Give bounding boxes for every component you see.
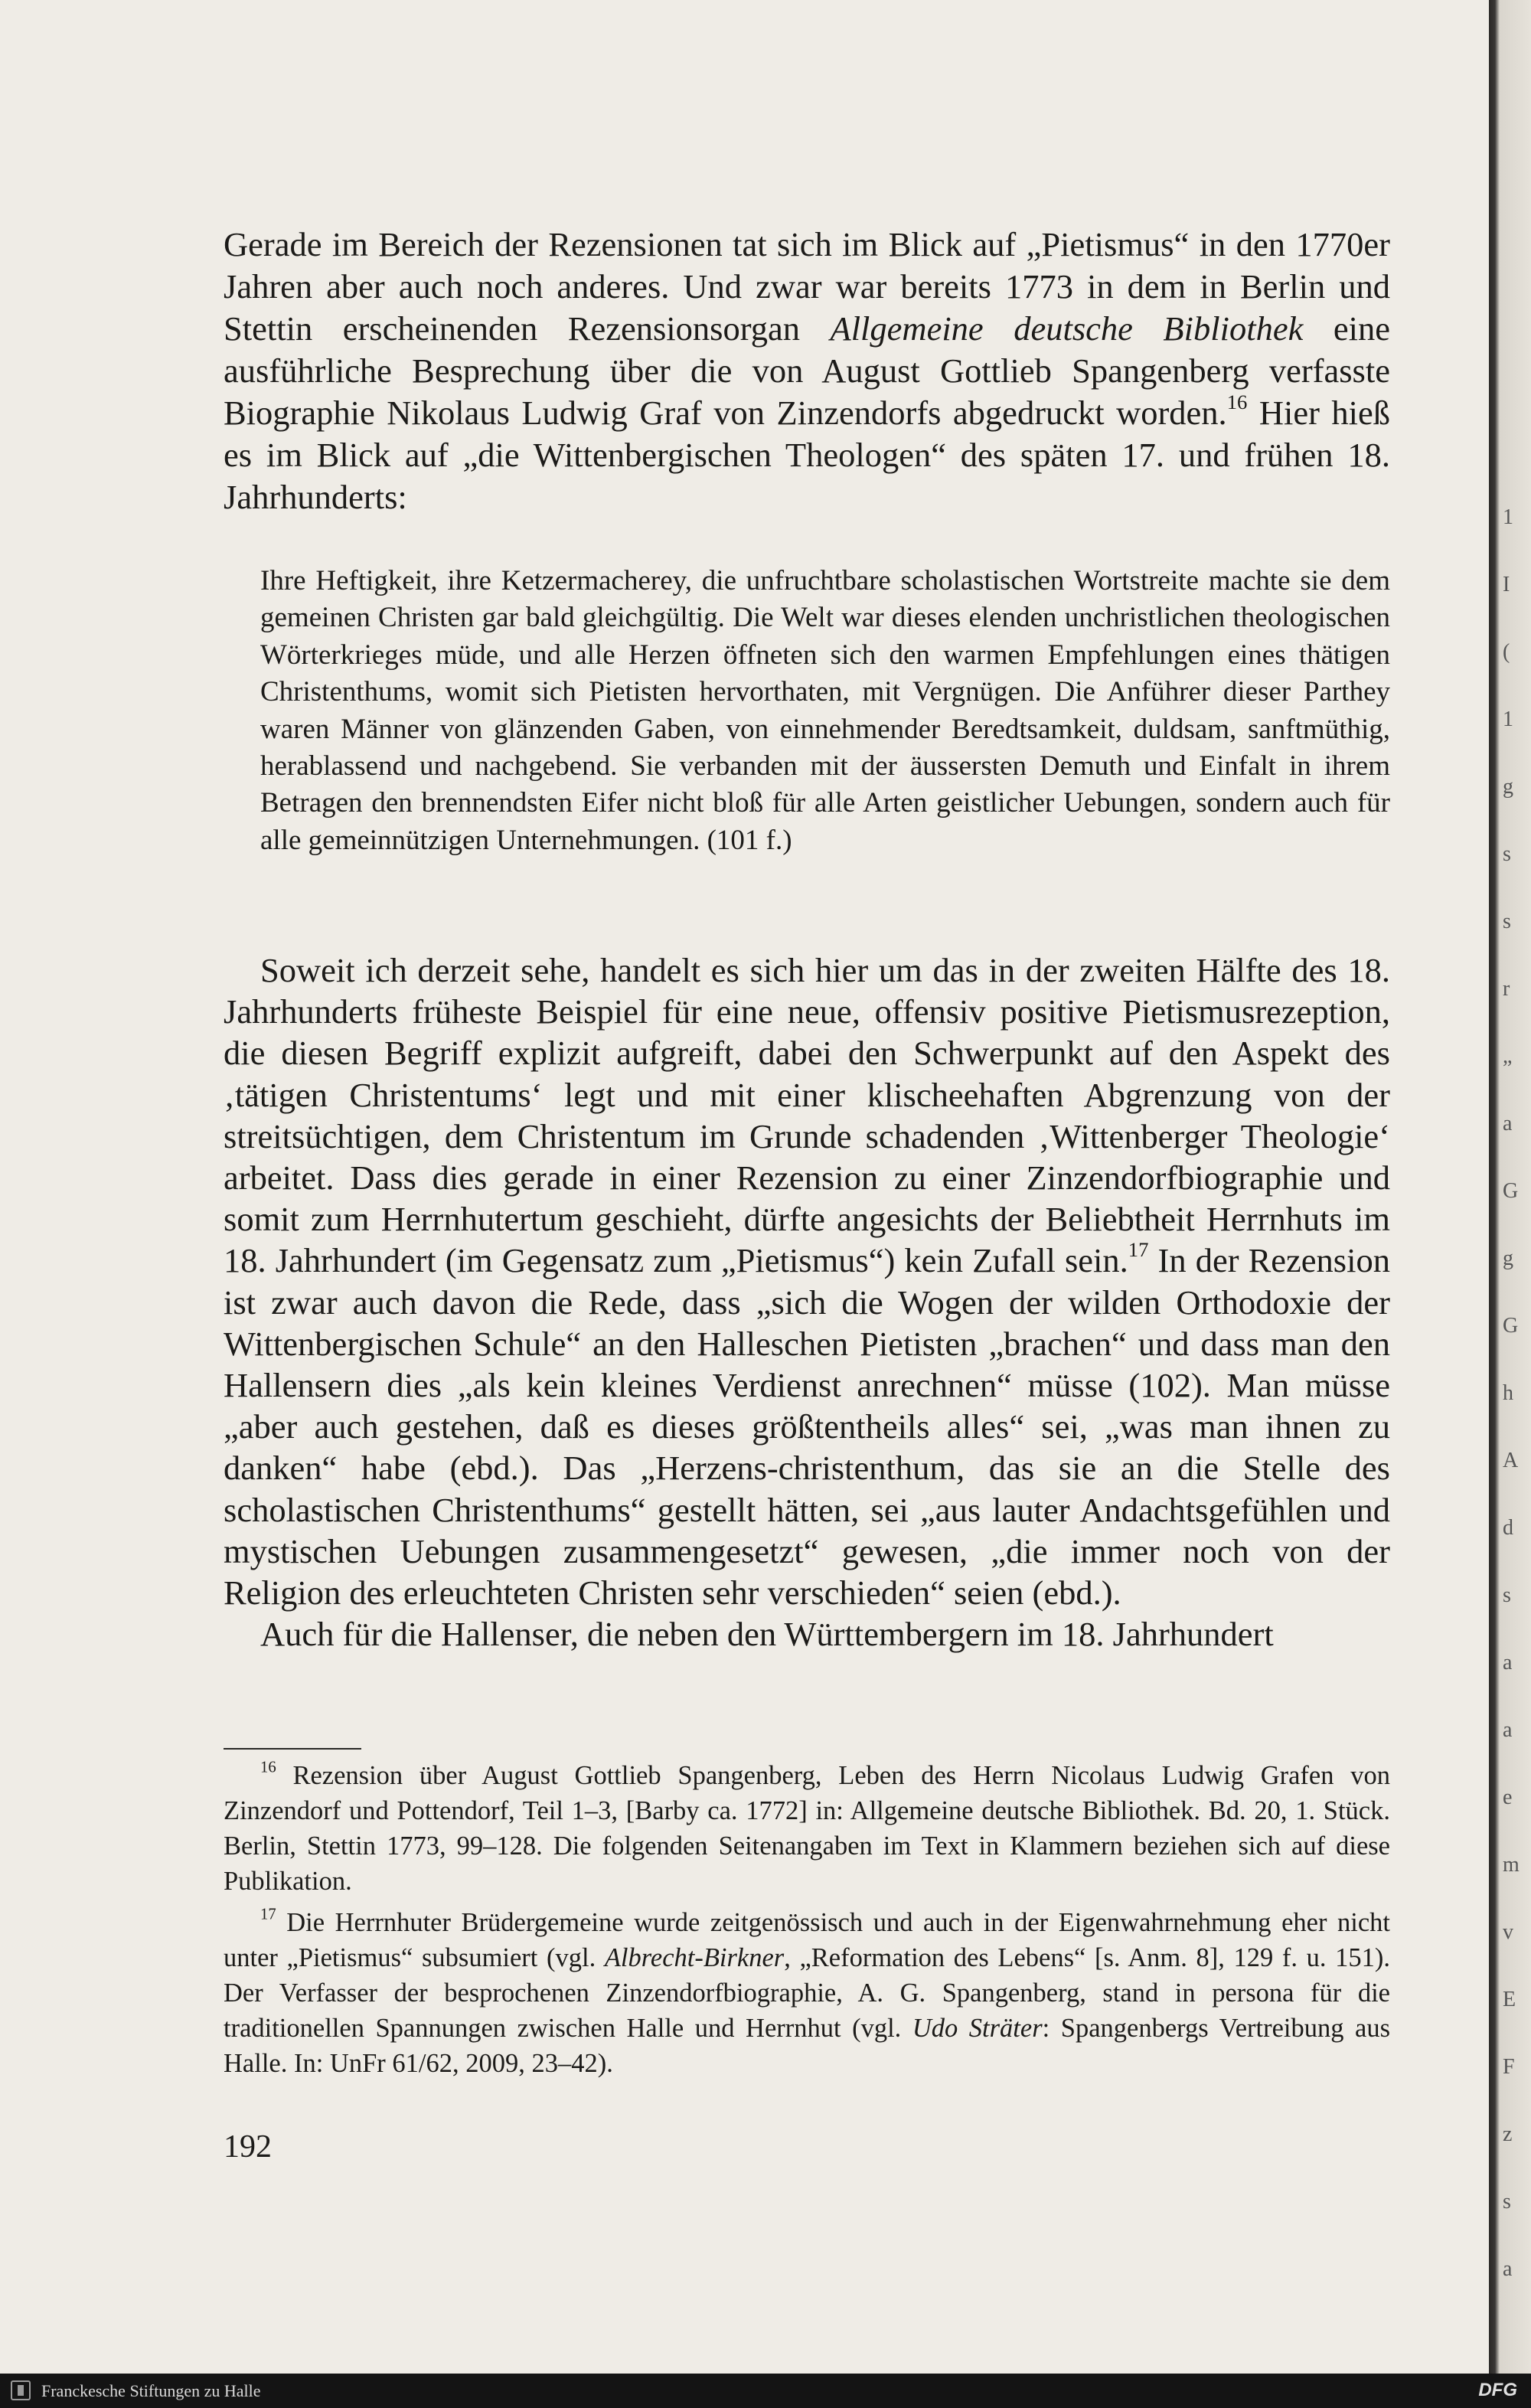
edge-fragment: e [1503,1786,1513,1809]
edge-fragment: a [1503,1651,1513,1674]
footnote-ref-16[interactable]: 16 [1226,390,1248,413]
paragraph-2 [224,949,1390,1613]
block-quote-text: Ihre Heftigkeit, ihre Ketzermacherey, die unfruchtbare scholastischen Wortstreite machte sie dem gemeinen Christen gar bald gleichgültig. Die Welt war dieses elenden unchristlichen theologischen Wörterkrieges müde, und alle Herzen öffneten sich den warmen Empfehlungen eines thätigen Christenthums, womit sich Pietisten hervorthaten, mit Vergnügen. Die Anführer dieser Parthey waren Männer von glänzenden Gaben, von einnehmender Beredtsamkeit, duldsam, sanftmüthig, herablassend und nachgebend. Sie verbanden mit der äussersten Demuth und Einfalt in ihrem Betragen den brennendsten Eifer nicht bloß für alle Arten geistlicher Uebungen, sondern auch für alle gemeinnützigen Unternehmungen. (101 f.) [260,565,1390,856]
footer-bar [0,2374,1531,2408]
paragraph-2-part-b: In der Rezension ist zwar auch davon die Rede, dass „sich die Wogen der wilden Orthodoxie der Wittenbergischen Schule“ an den Halleschen Pietisten „brachen“ und dass man den Hallensern dies „als kein kleines Verdienst anrechnen“ müsse (102). Man müsse „aber auch gestehen, daß es dieses größtentheils alles“ sei, „was man ihnen zu danken“ habe (ebd.). Das „Herzens-christenthum, das sie an die Stelle des scholastischen Christenthums“ gestellt hätten, sei „aus lauter Andachtsgefühlen und mystischen Uebungen zusammengesetzt“ gewesen, „die immer noch von der Religion des erleuchteten Christen sehr verschieden“ seien (ebd.). [224,1241,1390,1612]
main-text-section-1 [224,224,1390,518]
paragraph-2-part-a: Soweit ich derzeit sehe, handelt es sich hier um das in der zweiten Hälfte des 18. Jahrhunderts früheste Beispiel für eine neue, offensiv positive Pietismusrezeption, die diesen Begriff explizit aufgreift, dabei den Schwerpunkt auf den Aspekt des ‚tätigen Christentums‘ legt und mit einer klischeehaften Abgrenzung von der streitsüchtigen, dem Christentum im Grunde schadenden ‚Wittenberger Theologie‘ arbeitet. Dass dies gerade in einer Rezension zu einer Zinzendorfbiographie und somit zum Herrnhutertum geschieht, dürfte angesichts der Beliebtheit Herrnhuts im 18. Jahrhundert (im Gegensatz zum „Pietismus“) kein Zufall sein. [224,951,1390,1280]
edge-fragment: d [1503,1516,1513,1540]
edge-fragment: m [1503,1853,1520,1877]
edge-fragment: a [1503,2257,1513,2281]
footnote-17-part-b: , „Reformation des Lebens“ [s. Anm. 8], 129 f. u. 151). Der Verfasser der besprochenen Zinzendorfbiographie, A. G. Spangenberg, stand in persona für die traditionellen Spannungen zwischen Halle und Herrnhut (vgl. [224,1943,1390,2043]
edge-fragment: „ [1503,1044,1513,1068]
footnote-separator [224,1748,361,1750]
edge-fragment: g [1503,1246,1513,1270]
journal-title: Allgemeine deutsche Bibliothek [830,309,1304,348]
footnote-16-number: 16 [260,1759,276,1776]
footnote-17-author-1: Albrecht-Birkner [604,1943,785,1972]
paragraph-1-part-a: Gerade im Bereich der Rezensionen tat sich im Blick auf „Pietismus“ in den 1770er Jahren aber auch noch anderes. Und zwar war bereits 1773 in dem in Berlin und Stettin erscheinenden Rezensionsorgan [224,225,1390,348]
edge-fragment: G [1503,1179,1519,1203]
footnote-17-author-2: Udo Sträter [912,2014,1043,2043]
footnote-ref-17[interactable]: 17 [1128,1238,1149,1262]
paragraph-3: Auch für die Hallenser, die neben den Württembergern im 18. Jahrhundert [260,1615,1274,1654]
edge-fragment: 1 [1503,707,1513,731]
footnote-16 [224,1758,1390,1899]
funder-logo: DFG [1478,2380,1517,2400]
edge-fragment: a [1503,1112,1513,1135]
footnote-17 [224,1905,1390,2081]
footnote-16-text: Rezension über August Gottlieb Spangenberg, Leben des Herrn Nicolaus Ludwig Grafen von Zinzendorf und Pottendorf, Teil 1–3, [Barby ca. 1772] in: Allgemeine deutsche Bibliothek. Bd. 20, 1. Stück. Berlin, Stettin 1773, 99–128. Die folgenden Seitenangaben im Text in Klammern beziehen sich auf diese Publikation. [224,1761,1390,1896]
main-text-section-2 [224,949,1390,1655]
edge-fragment: h [1503,1381,1513,1405]
block-quote [260,563,1390,859]
facing-page-edge [1489,0,1531,2374]
edge-fragment: v [1503,1920,1513,1944]
edge-fragment: F [1503,2055,1515,2079]
page-number: 192 [224,2129,272,2165]
edge-fragment: a [1503,1718,1513,1742]
edge-fragment: g [1503,775,1513,799]
paragraph-1 [224,224,1390,518]
footnotes [224,1758,1390,2087]
paragraph-1-part-c: Hier hieß es im Blick auf „die Wittenbergischen Theologen“ des späten 17. und frühen 18. Jahrhunderts: [224,394,1390,516]
edge-fragment: s [1503,1583,1511,1607]
footnote-17-number: 17 [260,1906,276,1923]
footnote-17-part-c: : Spangenbergs Vertreibung aus Halle. In: UnFr 61/62, 2009, 23–42). [224,2014,1390,2078]
institution-logo-icon [11,2380,31,2400]
edge-fragment: s [1503,910,1511,933]
edge-fragment: r [1503,977,1510,1001]
edge-fragment: 1 [1503,505,1513,529]
edge-fragment: E [1503,1988,1516,2011]
edge-fragment: I [1503,573,1510,596]
edge-fragment: ( [1503,640,1510,664]
edge-fragment: s [1503,842,1511,866]
footnote-17-part-a: Die Herrnhuter Brüdergemeine wurde zeitgenössisch und auch in der Eigenwahrnehmung eher nicht unter „Pietismus“ subsumiert (vgl. [224,1908,1390,1972]
edge-fragment: G [1503,1314,1519,1338]
institution-name: Franckesche Stiftungen zu Halle [41,2381,261,2400]
paragraph-1-part-b: eine ausführliche Besprechung über die von August Gottlieb Spangenberg verfasste Biographie Nikolaus Ludwig Graf von Zinzendorfs abgedruckt worden. [224,309,1390,432]
edge-fragment: A [1503,1449,1519,1472]
edge-fragment: z [1503,2122,1513,2146]
edge-fragment: s [1503,2190,1511,2214]
